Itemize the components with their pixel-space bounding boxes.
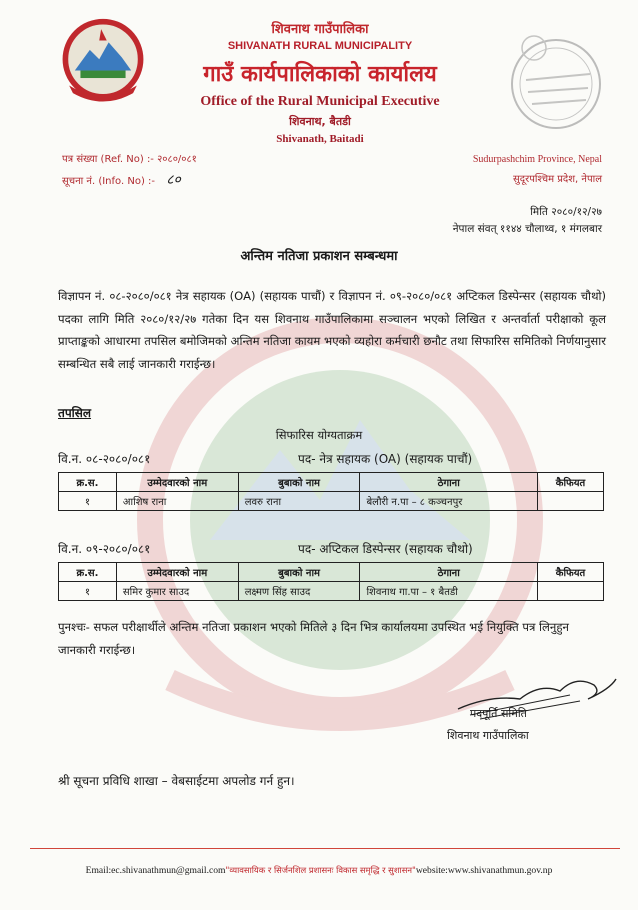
reference-block [62, 150, 197, 192]
table-header-row [59, 473, 604, 492]
cell-remarks [538, 582, 604, 601]
postscript-note: पुनश्चः- सफल परीक्षार्थीले अन्तिम नतिजा प्रकाशन भएको मितिले ३ दिन भित्र कार्यालयमा उपस्थित भई नियुक्ति पत्र लिनुहुन जानकारी गराईन्छ। [58, 620, 569, 657]
address-np: शिवनाथ, बैतडी [289, 115, 351, 128]
footer-slogan: "व्यावसायिक र सिर्जनशिल प्रशासनः विकास समृद्धि र सुशासन" [225, 865, 416, 875]
cell-candidate: समिर कुमार साउद [116, 582, 238, 601]
cell-sn: १ [59, 582, 117, 601]
table-header-row [59, 563, 604, 582]
cell-address: बेलौरी न.पा – ८ कञ्चनपुर [360, 492, 538, 511]
cell-remarks [538, 492, 604, 511]
col-remarks: कैफियत [538, 473, 604, 492]
col-address: ठेगाना [360, 473, 538, 492]
signatory-office: शिवनाथ गाउँपालिका [447, 729, 529, 742]
cell-address: शिवनाथ गा.पा – १ बैतडी [360, 582, 538, 601]
cell-candidate: आशिष राना [116, 492, 238, 511]
col-remarks: कैफियत [538, 563, 604, 582]
tapasil-heading: तपसिल [58, 406, 92, 420]
footer [0, 865, 638, 876]
body-paragraph: विज्ञापन नं. ०८-२०८०/०८१ नेत्र सहायक (OA) (सहायक पाचौं) र विज्ञापन नं. ०९-२०८०/०८१ अप्टिकल डिस्पेन्सर (सहायक चौथो) पदका लागि मिति २०८०/१२/२७ गतेका दिन यस शिवनाथ गाउँपालिकामा सञ्चालन भएको लिखित र अन्तर्वार्ता परीक्षाको कूल प्राप्ताङ्कको आधारमा तपसिल बमोजिमको अन्तिम नतिजा कायम भएको व्यहोरा कर्मचारी छनौट तथा सिफारिस समितिको निर्णयानुसार सम्बन्धित सबै लाई जानकारी गराईन्छ। [58, 289, 606, 371]
footer-email: Email:ec.shivanathmun@gmail.com [85, 865, 226, 876]
cell-sn: १ [59, 492, 117, 511]
municipality-name-en: SHIVANATH RURAL MUNICIPALITY [227, 40, 413, 52]
date-nepal-sambat: नेपाल संवत् ११४४ चौलाथ्व, १ मंगलबार [452, 223, 602, 235]
letter-subject: अन्तिम नतिजा प्रकाशन सम्बन्धमा [240, 249, 398, 264]
municipality-name-np: शिवनाथ गाउँपालिका [271, 22, 369, 37]
office-title-np: गाउँ कार्यपालिकाको कार्यालय [203, 62, 437, 87]
info-number-value: ८० [166, 172, 181, 188]
table-row [59, 492, 604, 511]
ad1-table [58, 472, 604, 511]
cell-father: लक्ष्मण सिंह साउद [238, 582, 360, 601]
ad2-post: पद- अप्टिकल डिस्पेन्सर (सहायक चौथो) [298, 542, 473, 556]
cc-footnote: श्री सूचना प्रविधि शाखा – वेबसाईटमा अपलोड गर्न हुन। [58, 774, 295, 788]
footer-website: website:www.shivanathmun.gov.np [415, 865, 553, 876]
province-block [473, 150, 602, 190]
ad2-table [58, 562, 604, 601]
ad1-number: वि.न. ०८-२०८०/०८१ [58, 452, 151, 466]
office-stamp-icon [494, 30, 614, 140]
col-sn: क्र.स. [59, 473, 117, 492]
signatory-committee: पदपूर्ति समिति [470, 707, 527, 720]
date-bs: मिति २०८०/१२/२७ [530, 206, 602, 218]
col-father: बुबाको नाम [238, 473, 360, 492]
nepal-emblem-icon [56, 16, 150, 110]
cell-father: लवरु राना [238, 492, 360, 511]
col-address: ठेगाना [360, 563, 538, 582]
col-candidate: उम्मेदवारको नाम [116, 563, 238, 582]
col-candidate: उम्मेदवारको नाम [116, 473, 238, 492]
office-title-en: Office of the Rural Municipal Executive [200, 94, 440, 109]
ad1-post: पद- नेत्र सहायक (OA) (सहायक पाचौं) [298, 452, 473, 466]
ref-number: पत्र संख्या (Ref. No) :- २०८०/०८१ [62, 154, 197, 165]
info-number-label: सूचना नं. (Info. No) :- [62, 176, 156, 187]
col-sn: क्र.स. [59, 563, 117, 582]
province-np: सुदूरपश्चिम प्रदेश, नेपाल [513, 174, 602, 185]
footer-divider [30, 848, 620, 849]
address-en: Shivanath, Baitadi [276, 133, 364, 145]
recommendation-title: सिफारिस योग्यताक्रम [275, 428, 363, 442]
date-block [453, 204, 602, 238]
ad2-number: वि.न. ०९-२०८०/०८१ [58, 542, 151, 556]
info-number [62, 170, 197, 192]
province-en: Sudurpashchim Province, Nepal [472, 154, 602, 165]
col-father: बुबाको नाम [238, 563, 360, 582]
table-row [59, 582, 604, 601]
